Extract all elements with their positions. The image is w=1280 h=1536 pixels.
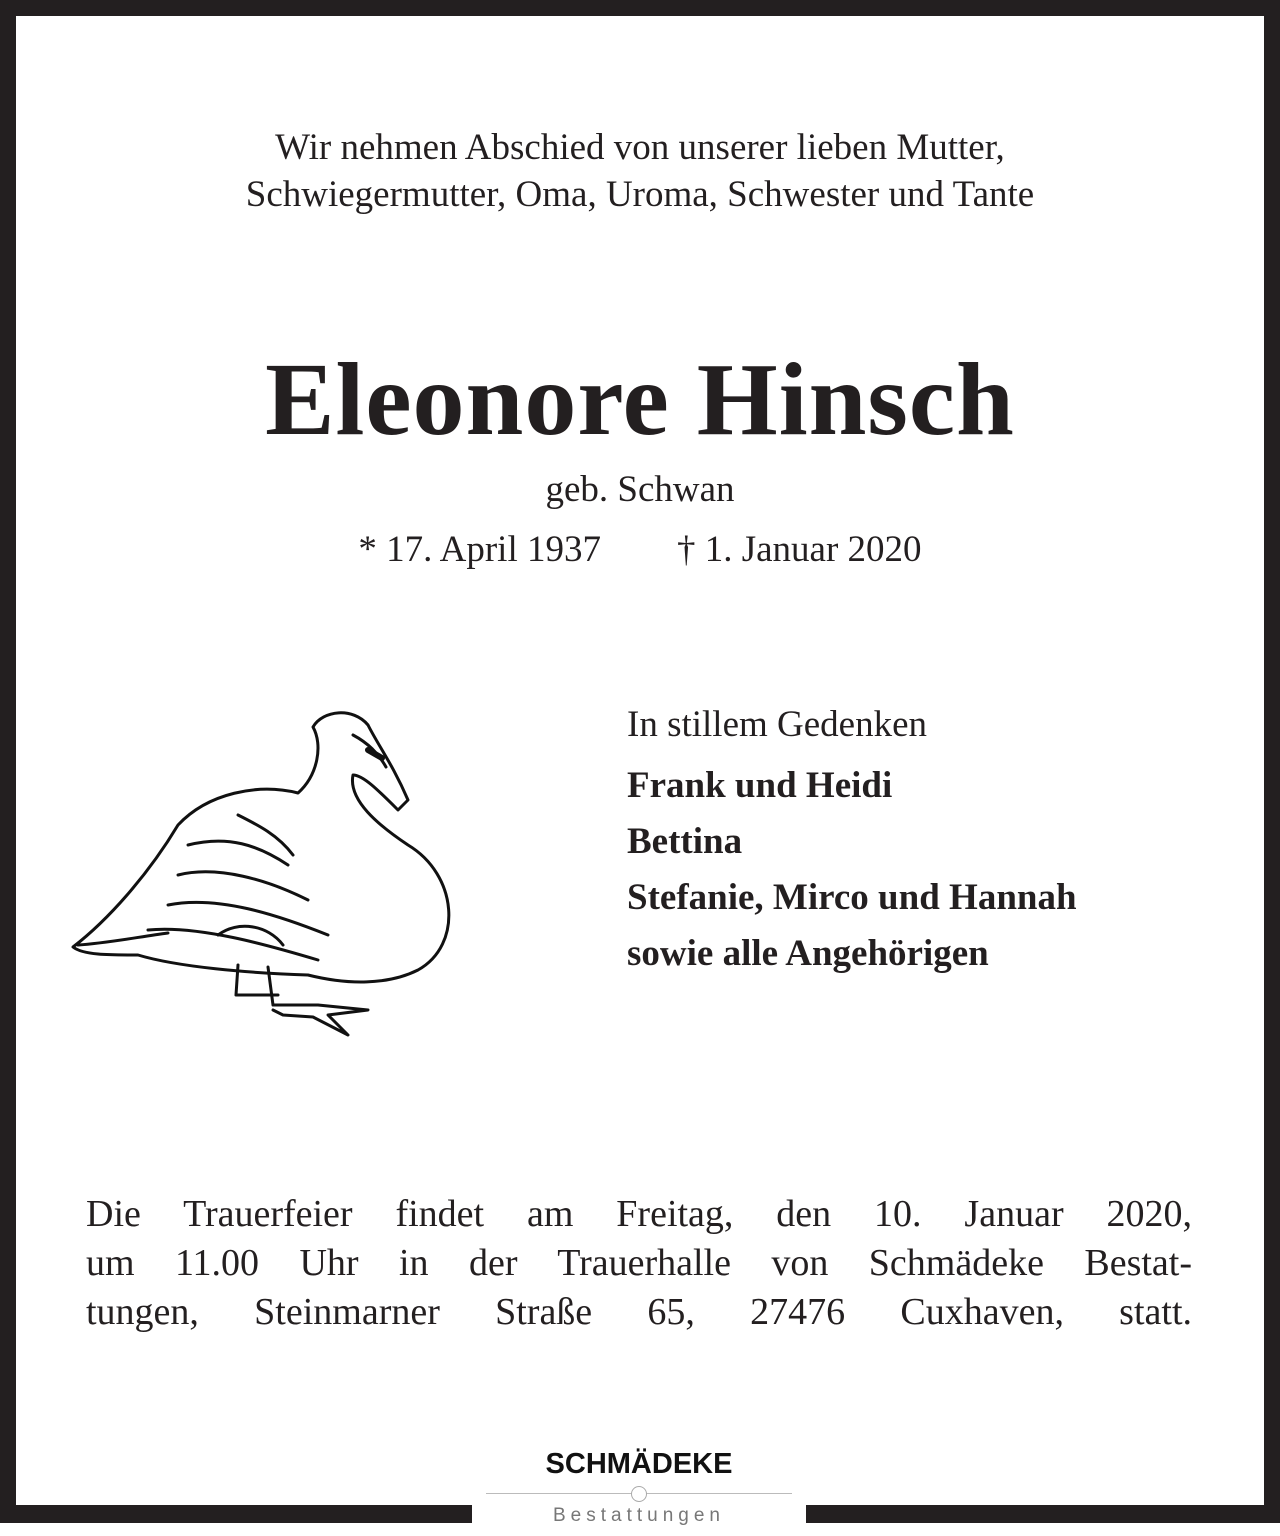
mourner-name: Frank und Heidi xyxy=(627,765,893,806)
swan-illustration-icon xyxy=(68,705,468,1049)
maiden-name: geb. Schwan xyxy=(545,469,735,510)
logo-subtitle: Bestattungen xyxy=(553,1505,725,1526)
mourner-name: Stefanie, Mirco und Hannah xyxy=(627,877,1077,918)
border-bottom-right xyxy=(806,1505,1280,1523)
intro-line: Schwiegermutter, Oma, Uroma, Schwester und Tante xyxy=(245,174,1035,215)
ceremony-notice xyxy=(86,1190,1192,1337)
deceased-name: Eleonore Hinsch xyxy=(265,342,1015,457)
logo-divider xyxy=(486,1485,792,1501)
birth-date: * 17. April 1937 xyxy=(358,529,601,570)
border-bottom-left xyxy=(0,1505,472,1523)
logo-name: SCHMÄDEKE xyxy=(545,1448,733,1480)
logo-ring-icon xyxy=(631,1486,647,1502)
ceremony-line: Die Trauerfeier findet am Freitag, den 10. Januar 2020, xyxy=(86,1193,1192,1235)
intro-text xyxy=(0,124,1280,218)
mourner-name: Bettina xyxy=(627,821,743,862)
ceremony-line: um 11.00 Uhr in der Trauerhalle von Schmädeke Bestat- xyxy=(86,1242,1192,1284)
life-dates xyxy=(0,528,1280,571)
death-date: † 1. Januar 2020 xyxy=(676,529,922,570)
mourners-block xyxy=(627,703,1077,982)
intro-line: Wir nehmen Abschied von unserer lieben Mutter, xyxy=(275,127,1005,168)
funeral-home-logo xyxy=(486,1448,792,1527)
mourners-lead: In stillem Gedenken xyxy=(627,704,928,745)
ceremony-line: tungen, Steinmarner Straße 65, 27476 Cuxhaven, statt. xyxy=(86,1291,1192,1333)
mourner-name: sowie alle Angehörigen xyxy=(627,933,989,974)
